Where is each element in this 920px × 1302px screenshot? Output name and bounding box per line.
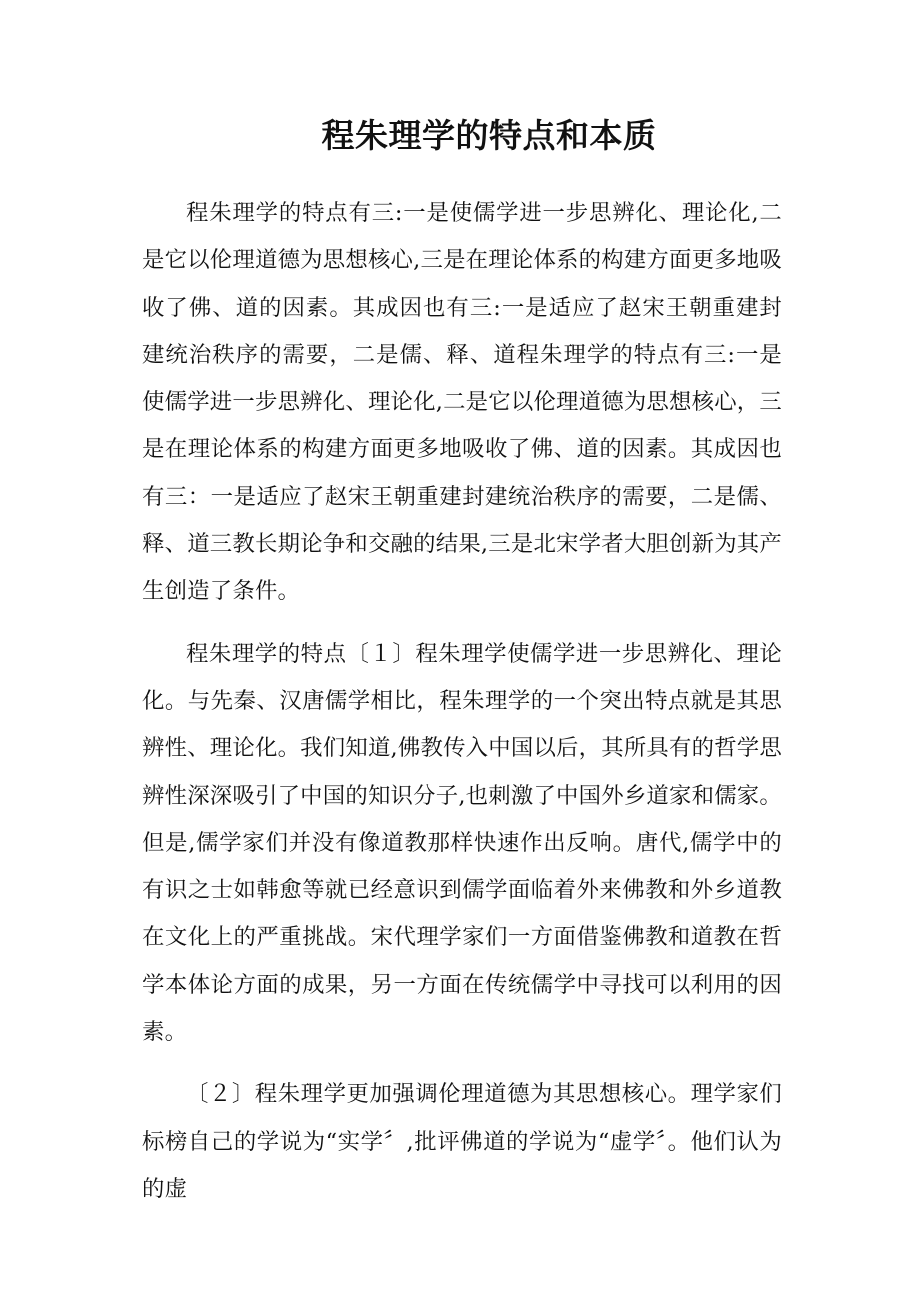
paragraph-2: 程朱理学的特点〔１〕程朱理学使儒学进一步思辨化、理论化。与先秦、汉唐儒学相比，程朱理学的一个突出特点就是其思辨性、理论化。我们知道,佛教传入中国以后，其所具有的哲学思辨性深深吸引了中国的知识分子,也刺激了中国外乡道家和儒家。但是,儒学家们并没有像道教那样快速作出反响。唐代,儒学中的有识之士如韩愈等就已经意识到儒学面临着外来佛教和外乡道教在文化上的严重挑战。宋代理学家们一方面借鉴佛教和道教在哲学本体论方面的成果，另一方面在传统儒学中寻找可以利用的因素。 xyxy=(142,640,782,1046)
paragraph-3: 〔２〕程朱理学更加强调伦理道德为其思想核心。理学家们标榜自己的学说为“实学〞,批评佛道的学说为“虚学〞。他们认为的虚 xyxy=(142,1081,782,1202)
paragraph-1: 程朱理学的特点有三:一是使儒学进一步思辨化、理论化,二是它以伦理道德为思想核心,三是在理论体系的构建方面更多地吸收了佛、道的因素。其成因也有三:一是适应了赵宋王朝重建封建统治秩序的需要，二是儒、释、道程朱理学的特点有三:一是使儒学进一步思辨化、理论化,二是它以伦理道德为思想核心，三是在理论体系的构建方面更多地吸收了佛、道的因素。其成因也有三：一是适应了赵宋王朝重建封建统治秩序的需要，二是儒、释、道三教长期论争和交融的结果,三是北宋学者大胆创新为其产生创造了条件。 xyxy=(142,200,782,605)
document-title: 程朱理学的特点和本质 xyxy=(321,116,657,155)
